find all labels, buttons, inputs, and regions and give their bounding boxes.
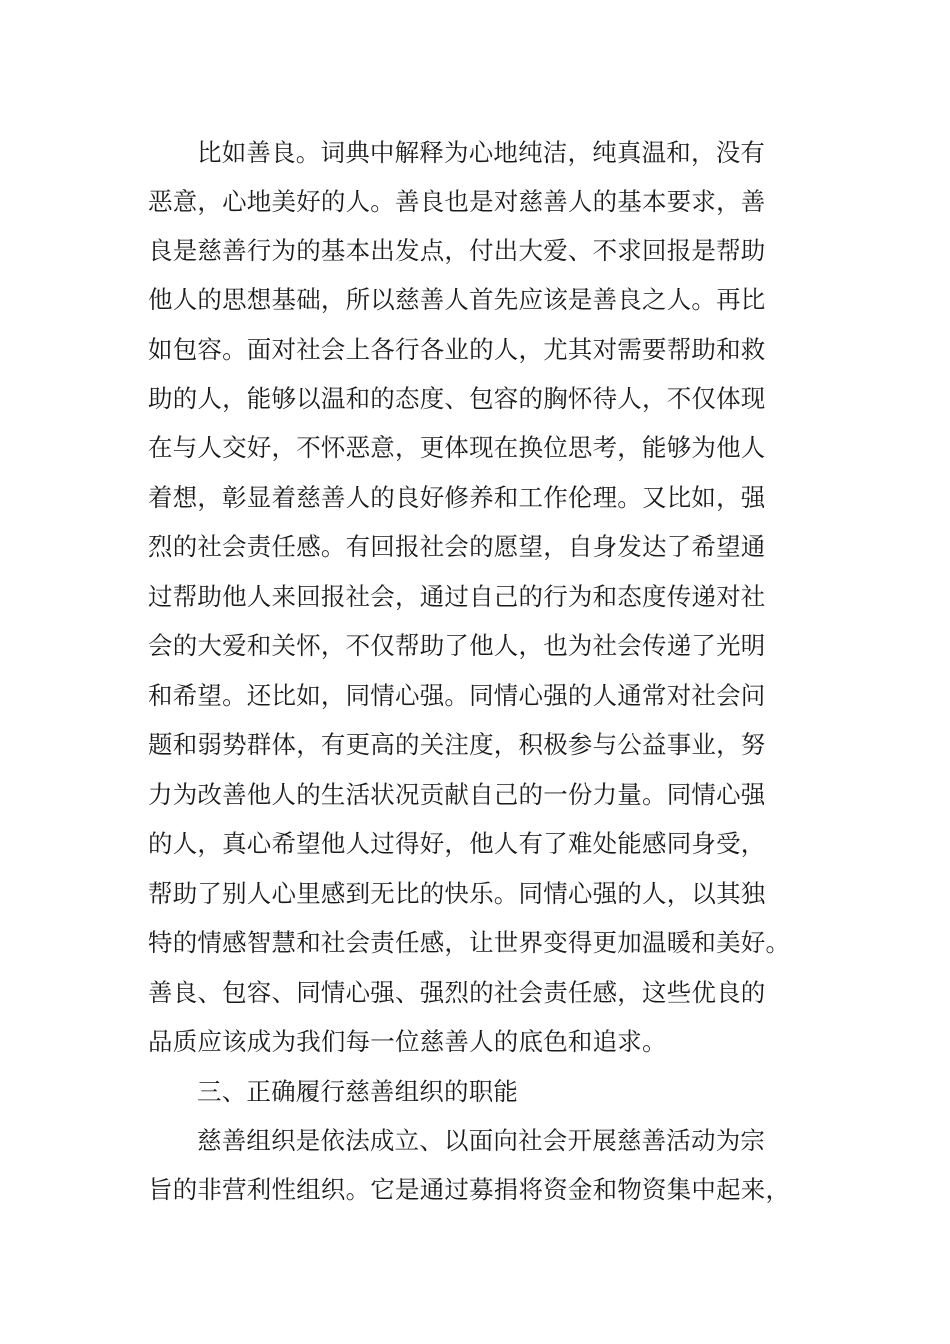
paragraph-line: 恶意，心地美好的人。善良也是对慈善人的基本要求，善 — [148, 187, 766, 216]
paragraph-line: 的人，真心希望他人过得好，他人有了难处能感同身受， — [148, 829, 766, 858]
paragraph-line: 他人的思想基础，所以慈善人首先应该是善良之人。再比 — [148, 285, 766, 314]
paragraph-line: 品质应该成为我们每一位慈善人的底色和追求。 — [148, 1027, 667, 1056]
paragraph-line: 烈的社会责任感。有回报社会的愿望，自身发达了希望通 — [148, 532, 766, 561]
paragraph-line: 善良、包容、同情心强、强烈的社会责任感，这些优良的 — [148, 978, 766, 1007]
paragraph-line: 着想，彰显着慈善人的良好修养和工作伦理。又比如，强 — [148, 483, 766, 512]
paragraph-line: 慈善组织是依法成立、以面向社会开展慈善活动为宗 — [197, 1126, 766, 1155]
paragraph-line: 题和弱势群体，有更高的关注度，积极参与公益事业，努 — [148, 730, 766, 759]
paragraph-line: 在与人交好，不怀恶意，更体现在换位思考，能够为他人 — [148, 433, 766, 462]
paragraph-line: 过帮助他人来回报社会，通过自己的行为和态度传递对社 — [148, 582, 766, 611]
paragraph-line: 会的大爱和关怀，不仅帮助了他人，也为社会传递了光明 — [148, 631, 766, 660]
section-heading: 三、正确履行慈善组织的职能 — [197, 1077, 519, 1106]
paragraph-line: 特的情感智慧和社会责任感，让世界变得更加温暖和美好。 — [148, 928, 791, 957]
paragraph-line: 比如善良。词典中解释为心地纯洁，纯真温和，没有 — [197, 138, 766, 167]
paragraph-line: 帮助了别人心里感到无比的快乐。同情心强的人，以其独 — [148, 879, 766, 908]
paragraph-line: 和希望。还比如，同情心强。同情心强的人通常对社会问 — [148, 681, 766, 710]
paragraph-line: 旨的非营利性组织。它是通过募捐将资金和物资集中起来， — [148, 1175, 791, 1204]
paragraph-line: 力为改善他人的生活状况贡献自己的一份力量。同情心强 — [148, 780, 766, 809]
paragraph-line: 如包容。面对社会上各行各业的人，尤其对需要帮助和救 — [148, 335, 766, 364]
paragraph-line: 助的人，能够以温和的态度、包容的胸怀待人，不仅体现 — [148, 384, 766, 413]
paragraph-line: 良是慈善行为的基本出发点，付出大爱、不求回报是帮助 — [148, 236, 766, 265]
